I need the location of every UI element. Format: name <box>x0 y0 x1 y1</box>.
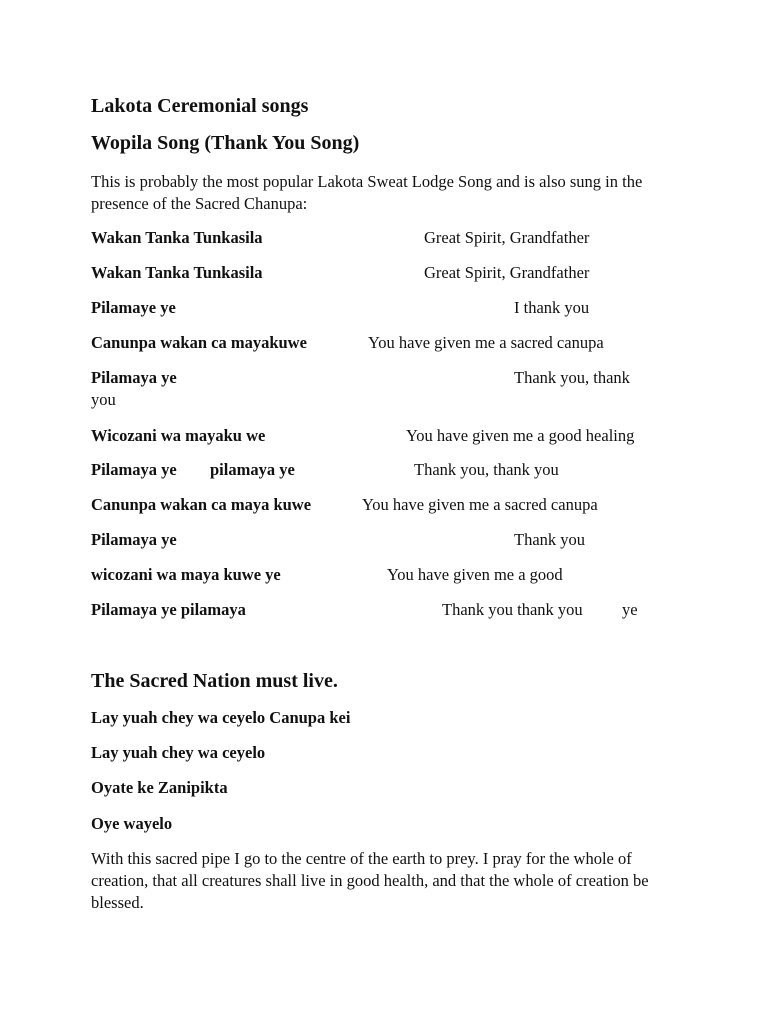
song2-lyric-line: Oyate ke Zanipikta <box>91 778 228 797</box>
lyric-lakota-line-repeat: pilamaya ye <box>210 460 295 479</box>
song2-lyric-line: Oye wayelo <box>91 814 173 833</box>
lyric-english-line: Thank you <box>514 530 586 549</box>
lyric-english-trailing: ye <box>622 600 638 619</box>
lyric-english-line: Thank you, thank <box>514 368 630 387</box>
lyric-lakota-line: Wakan Tanka Tunkasila <box>91 263 263 282</box>
lyric-english-line: Great Spirit, Grandfather <box>424 263 590 282</box>
lyric-lakota-line: Pilamaya ye <box>91 460 177 479</box>
lyric-lakota-line: Canunpa wakan ca mayakuwe <box>91 333 307 352</box>
lyric-english-continuation: you <box>91 390 116 409</box>
lyric-lakota-line: Pilamaya ye pilamaya <box>91 600 246 619</box>
lyric-english-line: You have given me a good <box>387 565 563 584</box>
lyric-english-line: Thank you, thank you <box>414 460 559 479</box>
lyric-english-line: You have given me a sacred canupa <box>368 333 604 352</box>
lyric-lakota-line: Canunpa wakan ca maya kuwe <box>91 495 312 514</box>
song1-intro: This is probably the most popular Lakota Sweat Lodge Song and is also sung in the presence of the Sacred Chanupa: <box>91 172 643 213</box>
lyric-english-line: You have given me a good healing <box>406 426 635 445</box>
lyric-lakota-line: Pilamaya ye <box>91 368 177 387</box>
song2-closing-paragraph: With this sacred pipe I go to the centre of the earth to prey. I pray for the whole of creation, that all creatures shall live in good health, and that the whole of creation be blessed. <box>91 849 649 912</box>
song1-title: Wopila Song (Thank You Song) <box>91 132 360 154</box>
lyric-lakota-line: Wakan Tanka Tunkasila <box>91 228 263 247</box>
lyric-english-line: You have given me a sacred canupa <box>362 495 598 514</box>
lyric-english-line: I thank you <box>514 298 590 317</box>
document-heading: Lakota Ceremonial songs <box>91 95 309 117</box>
song2-title: The Sacred Nation must live. <box>91 670 338 692</box>
lyric-english-line: Thank you thank you <box>442 600 583 619</box>
lyric-lakota-line: Pilamaya ye <box>91 530 177 549</box>
lyric-lakota-line: wicozani wa maya kuwe ye <box>91 565 281 584</box>
song2-lyric-line: Lay yuah chey wa ceyelo <box>91 743 266 762</box>
lyric-lakota-line: Wicozani wa mayaku we <box>91 426 266 445</box>
song2-lyric-line: Lay yuah chey wa ceyelo Canupa kei <box>91 708 351 727</box>
lyric-english-line: Great Spirit, Grandfather <box>424 228 590 247</box>
lyric-lakota-line: Pilamaye ye <box>91 298 176 317</box>
